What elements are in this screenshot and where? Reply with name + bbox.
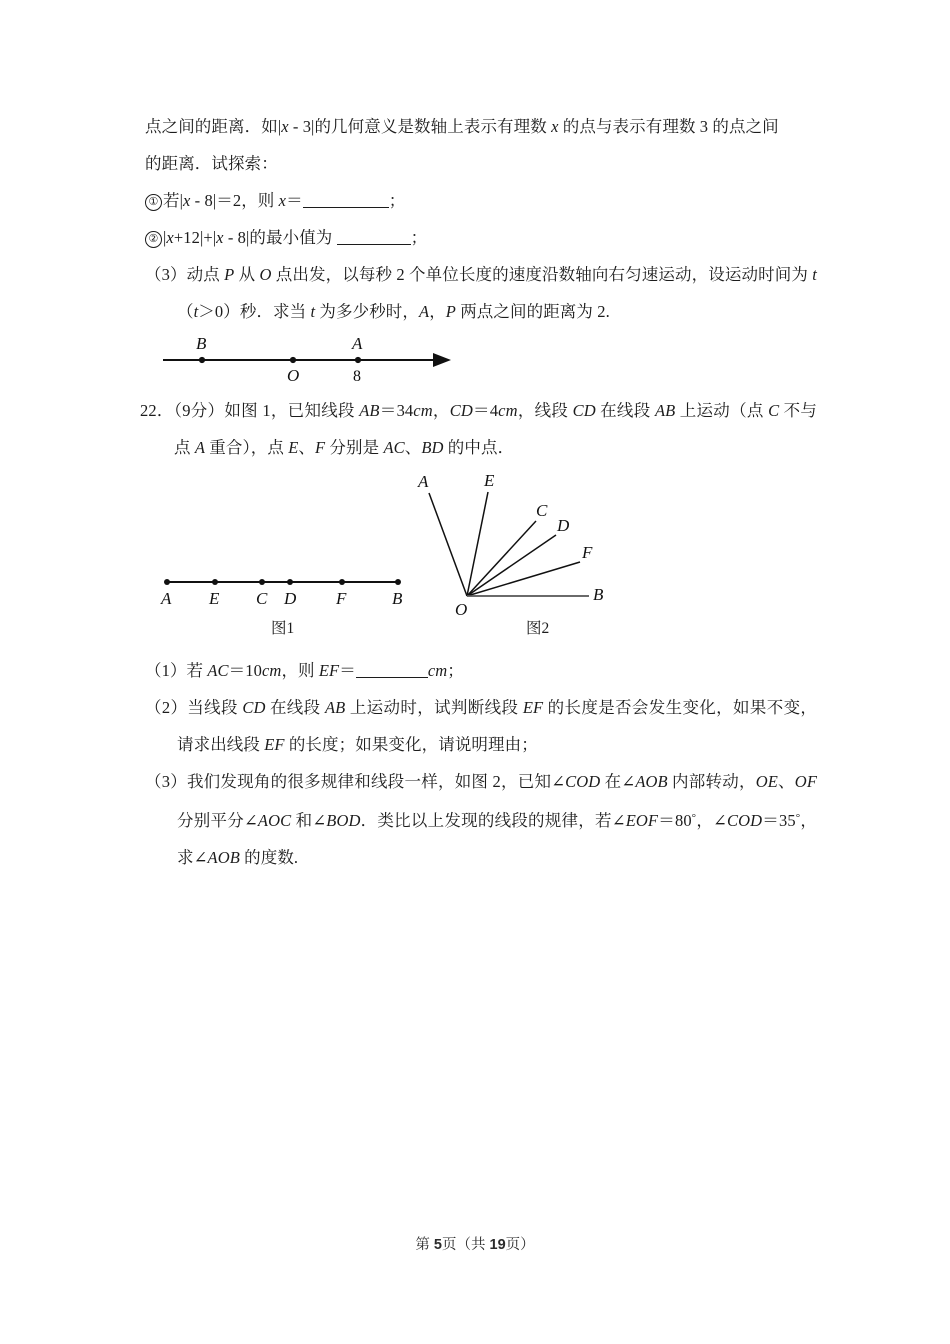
problem22-q2-text: （2）当线段 CD 在线段 AB 上运动时，试判断线段 EF 的长度是否会发生变化，如果不变，请求出线段 EF 的长度；如果变化，请说明理由； [145, 698, 818, 754]
footer-suffix: 页） [505, 1237, 535, 1253]
figure2-label-D: D [557, 516, 570, 535]
figure2-label-C: C [536, 501, 548, 520]
numberline-label-B: B [196, 334, 207, 353]
figure1-label-F: F [336, 589, 347, 608]
problem21-item1-suffix: ； [388, 191, 406, 210]
problem21-item2 [145, 219, 817, 256]
figure1-point-A-dot [164, 579, 170, 585]
figure2-label-A: A [418, 472, 429, 491]
figure1-point-C-dot [259, 579, 265, 585]
footer-prefix: 第 [415, 1237, 430, 1253]
figure2-caption: 图2 [526, 620, 550, 637]
figure1-label-D: D [284, 589, 297, 608]
figure1-point-F-dot [339, 579, 345, 585]
figure1-label-A: A [161, 589, 172, 608]
figure1-point-D-dot [287, 579, 293, 585]
axis-arrow-icon [433, 353, 451, 367]
problem22-q1 [145, 652, 817, 689]
point-A-dot [355, 357, 361, 363]
figures-row [145, 472, 817, 644]
page-content [140, 108, 818, 876]
figure2-svg [415, 472, 635, 632]
problem22-stem-text: 如图 1，已知线段 AB＝34cm，CD＝4cm，线段 CD 在线段 AB 上运动（点 C 不与点 A 重合），点 E、F 分别是 AC、BD 的中点． [174, 401, 817, 457]
problem21-line1-text: 点之间的距离．如|x - 3|的几何意义是数轴上表示有理数 x 的点与表示有理数 3 的点之间 [145, 117, 779, 136]
problem21-line2-text: 的距离．试探索： [145, 154, 278, 173]
problem21-line2 [145, 145, 817, 182]
figure2-label-B: B [593, 585, 604, 604]
problem21-part3 [145, 256, 817, 330]
ray-OC [467, 521, 536, 596]
figure2-label-F: F [582, 543, 593, 562]
numberline-label-A: A [352, 334, 363, 353]
figure2-label-E: E [484, 471, 495, 490]
problem22-q1-suffix: cm； [427, 661, 464, 680]
ray-OD [467, 535, 556, 596]
footer-total-pages: 19 [489, 1237, 506, 1253]
problem22-q1-text: （1）若 AC＝10cm，则 EF＝ [145, 661, 356, 680]
ray-OA [429, 493, 467, 596]
figure1-caption: 图1 [271, 620, 295, 637]
footer-middle: 页（共 [441, 1237, 486, 1253]
numberline-label-O: O [287, 366, 300, 385]
answer-blank[interactable] [337, 230, 411, 245]
circled-number-1-icon: ① [145, 194, 162, 211]
answer-blank[interactable] [303, 193, 389, 208]
page-footer [0, 1233, 950, 1254]
numberline-label-8: 8 [353, 368, 361, 385]
numberline-figure [145, 334, 817, 392]
ray-OE [467, 492, 488, 596]
point-B-dot [199, 357, 205, 363]
answer-blank[interactable] [356, 663, 428, 678]
circled-number-2-icon: ② [145, 231, 162, 248]
problem21-part3-text: （3）动点 P 从 O 点出发，以每秒 2 个单位长度的速度沿数轴向右匀速运动，设运动时间为 t（t＞0）秒．求当 t 为多少秒时，A，P 两点之间的距离为 2. [145, 265, 817, 321]
problem21-item1-text: 若|x - 8|＝2，则 x＝ [163, 191, 303, 210]
point-O-dot [290, 357, 296, 363]
figure1-point-B-dot [395, 579, 401, 585]
problem21-item2-suffix: ； [410, 228, 428, 247]
problem21-item1 [145, 182, 817, 219]
problem22-q2 [145, 689, 817, 763]
problem22-score: （9分） [173, 401, 225, 420]
figure1-point-E-dot [212, 579, 218, 585]
problem22-stem [140, 392, 817, 466]
problem22-number: 22． [140, 401, 174, 420]
problem22-q3 [145, 763, 817, 876]
figure1-label-C: C [256, 589, 268, 608]
problem21-line1 [145, 108, 817, 145]
figure1-label-B: B [392, 589, 403, 608]
figure1-label-E: E [209, 589, 220, 608]
ray-OF [467, 562, 580, 596]
numberline-svg [145, 334, 465, 392]
footer-page-number: 5 [433, 1237, 442, 1253]
problem22-q3-text: （3）我们发现角的很多规律和线段一样，如图 2，已知∠COD 在∠AOB 内部转动，OE、OF 分别平分∠AOC 和∠BOD．类比以上发现的线段的规律，若∠EOF＝80°，∠COD＝35°，求∠AOB 的度数. [145, 772, 817, 867]
figure2-label-O: O [455, 600, 468, 619]
problem21-item2-text: |x+12|+|x - 8|的最小值为 [163, 228, 337, 247]
